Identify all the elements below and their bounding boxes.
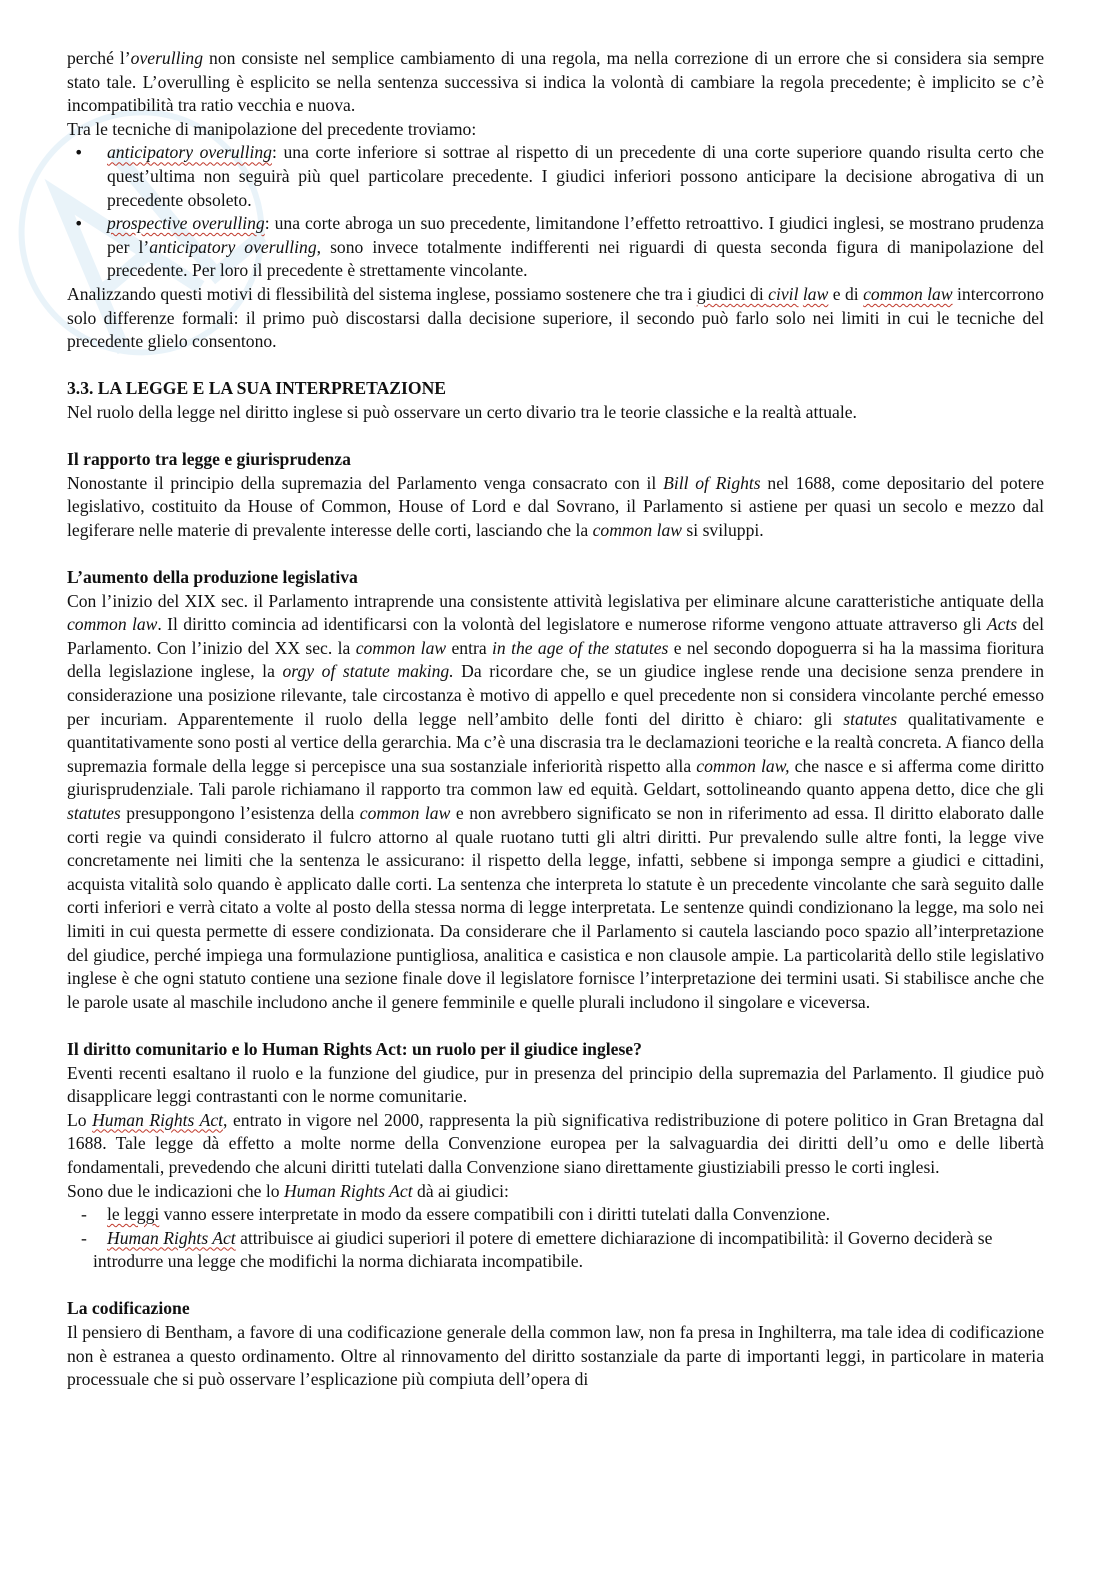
heading-aumento: L’aumento della produzione legislativa [67,567,358,588]
techniques-list [67,141,1044,283]
comunitario-paragraph-3: Sono due le indicazioni che lo Human Rights Act dà ai giudici: [67,1180,509,1201]
intro-paragraph: perché l’overulling non consiste nel semplice cambiamento di una regola, ma nella correzione di un errore che si considera sia sempre stato tale. L’overulling è esplicito se nella sentenza successiva si indica la volontà di cambiare la regola precedente; è implicito se c’è incompatibilità tra ratio vecchia e nuova. [67,48,1045,116]
list-item: - Human Rights Act attribuisce ai giudici superiori il potere di emettere dichiarazione di incompatibilità: il Governo deciderà se introdurre una legge che modifichi la norma dichiarata incompatibile. [81,1227,993,1272]
aumento-paragraph: Con l’inizio del XIX sec. il Parlamento intraprende una consistente attività legislativa per eliminare alcune caratteristiche antiquate della common law. Il diritto comincia ad identificarsi con la volontà del legislatore e numerose riforme vengono attuate attraverso gli Acts del Parlamento. Con l’inizio del XX sec. la common law entra in the age of the statutes e nel secondo dopoguerra si ha la massima fioritura della legislazione inglese, la orgy of statute making. Da ricordare che, se un giudice inglese rende una decisione senza prendere in considerazione una posizione rilevante, tale circostanza è motivo di appello e quel precedente non si considera vincolante perché emesso per incuriam. Apparentemente il ruolo della legge nell’ambito delle fonti del diritto è chiaro: gli statutes qualitativamente e quantitativamente sono posti al vertice della gerarchia. Ma c’è una discrasia tra le declamazioni teoriche e la realtà concreta. A fianco della supremazia formale della legge si percepisce una sua sostanziale inferiorità rispetto alla common law, che nasce e si afferma come diritto giurisprudenziale. Tali parole richiamano il rapporto tra common law ed equità. Geldart, sottolineando quanto appena detto, dice che gli statutes presuppongono l’esistenza della common law e non avrebbero significato se non in riferimento ad essa. Il diritto elaborato dalle corti regie va quindi considerato il fulcro attorno al quale ruotano tutti gli altri diritti. Pur prevalendo sulle altre fonti, la legge vive concretamente nei limiti che la sentenza le assicurano: il rispetto della legge, infatti, sebbene si imponga sempre a giudici e cittadini, acquista vitalità solo quando è applicato dalle corti. La sentenza che interpreta lo statute è un precedente vincolante che sarà seguito dalle corti inferiori e verrà citato a volte al posto della stessa norma di legge interpretata. Le sentenze quindi condizionano la legge, ma solo nei limiti in cui questa permette di essere condizionata. Da considerare che il Parlamento si cautela lasciando poco spazio all’interpretazione del giudice, perché impiega una formulazione puntigliosa, analitica e casistica e non clausole ampie. La particolarità dello stile legislativo inglese è che ogni statuto contiene una sezione finale dove il legislatore fornisce l’interpretazione dei termini usati. Si stabilisce anche che le parole usate al maschile includono anche il genere femminile e quelle plurali includono il singolare e viceversa. [67,590,1044,1012]
section-title: 3.3. LA LEGGE E LA SUA INTERPRETAZIONE [67,378,447,399]
codificazione-paragraph: Il pensiero di Bentham, a favore di una codificazione generale della common law, non fa presa in Inghilterra, ma tale idea di codificazione non è estranea a questo ordinamento. Oltre al rinnovamento del diritto sostanziale da parte di importanti leggi, in particolare in materia processuale che si può osservare l’esplicazione più compiuta dell’opera di [67,1322,1044,1390]
analysis-paragraph: Analizzando questi motivi di flessibilità del sistema inglese, possiamo sostenere che tra i giudici di civil law e di common law intercorrono solo differenze formali: il primo può discostarsi dalla decisione superiore, il secondo può farlo solo nei limiti in cui le tecniche del precedente glielo consentono. [67,283,1044,352]
document-page [67,47,1044,1392]
heading-codificazione: La codificazione [67,1298,190,1319]
list-item: - le leggi vanno essere interpretate in modo da essere compatibili con i diritti tutelati dalla Convenzione. [81,1204,831,1225]
section-intro: Nel ruolo della legge nel diritto inglese si può osservare un certo divario tra le teorie classiche e la realtà attuale. [67,401,857,422]
rapporto-paragraph: Nonostante il principio della supremazia del Parlamento venga consacrato con il Bill of Rights nel 1688, come depositario del potere legislativo, costituito da House of Common, House of Lord e dal Sovrano, il Parlamento si astiene per quasi un secolo e mezzo dal legiferare nelle materie di prevalente interesse delle corti, lasciando che la common law si sviluppi. [67,472,1045,540]
list-item: • anticipatory overulling: una corte inferiore si sottrae al rispetto di un precedente di una corte superiore quando risulta certo che quest’ultima non seguirà più quel particolare precedente. I giudici inferiori possono anticipare la decisione abrogativa di un precedente obsoleto. [67,141,1044,212]
heading-comunitario: Il diritto comunitario e lo Human Rights Act: un ruolo per il giudice inglese? [67,1038,642,1059]
comunitario-paragraph-1: Eventi recenti esaltano il ruolo e la funzione del giudice, pur in presenza del principio della supremazia del Parlamento. Il giudice può disapplicare leggi contrastanti con le norme comunitarie. [67,1062,1044,1107]
comunitario-paragraph-2: Lo Human Rights Act, entrato in vigore nel 2000, rappresenta la più significativa redistribuzione di potere politico in Gran Bretagna dal 1688. Tale legge dà effetto a molte norme della Convenzione europea per la salvaguardia dei diritti dell’u omo e delle libertà fondamentali, prevedendo che alcuni diritti tutelati dalla Convenzione siano direttamente giustiziabili presso le corti inglesi. [67,1109,1044,1177]
indications-list [67,1203,1044,1274]
heading-rapporto: Il rapporto tra legge e giurisprudenza [67,449,351,470]
techniques-intro: Tra le tecniche di manipolazione del precedente troviamo: [67,118,477,139]
list-item: • prospective overulling: una corte abroga un suo precedente, limitandone l’effetto retroattivo. I giudici inglesi, se mostrano prudenza per l’anticipatory overulling, sono invece totalmente indifferenti nei riguardi di questa seconda figura di manipolazione del precedente. Per loro il precedente è strettamente vincolante. [67,212,1044,283]
